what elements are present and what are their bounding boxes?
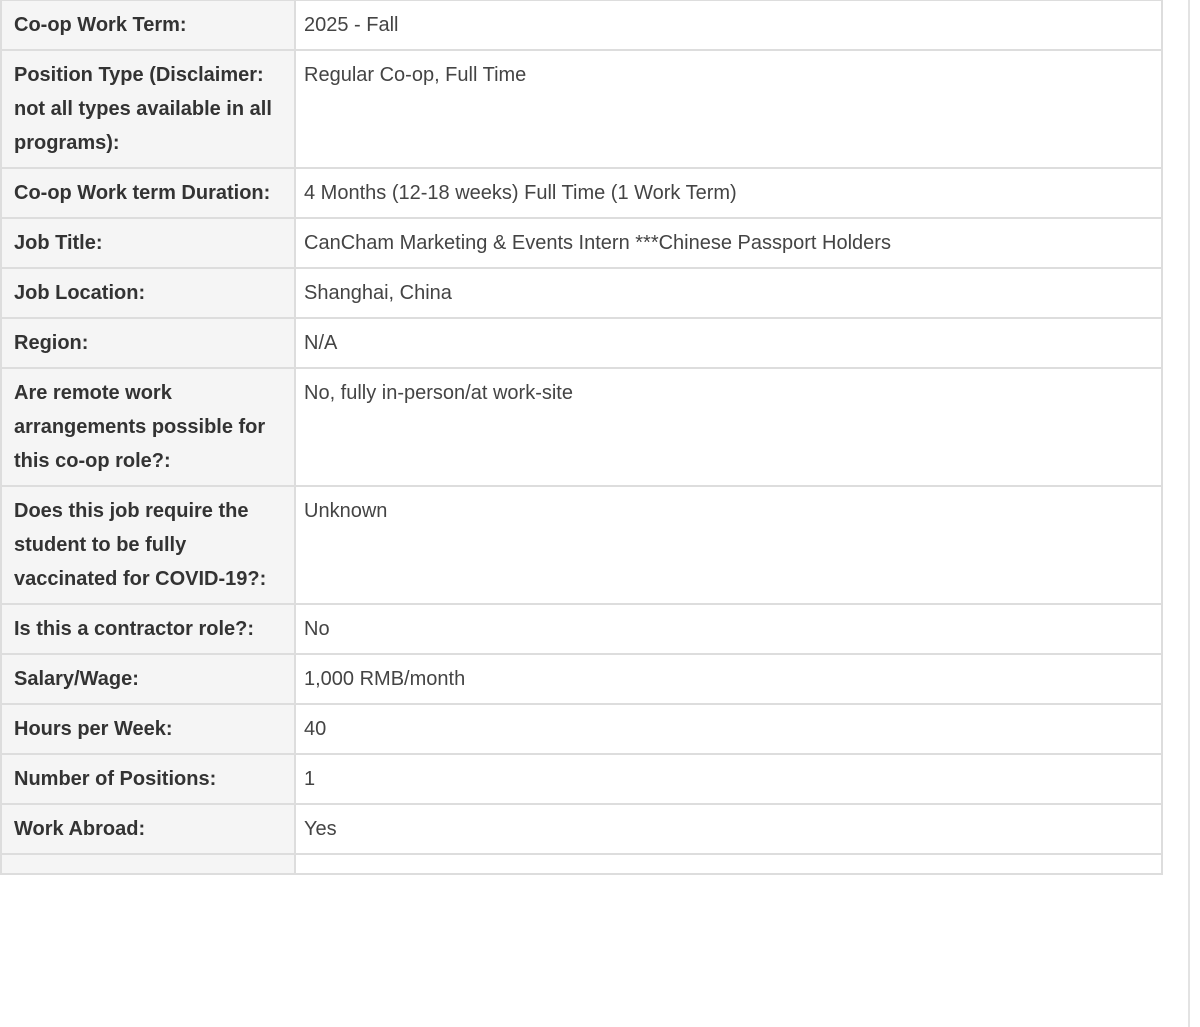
- field-value: Regular Co-op, Full Time: [295, 50, 1162, 168]
- table-row: [1, 50, 1162, 168]
- field-label: Salary/Wage:: [1, 654, 295, 704]
- table-row: [1, 754, 1162, 804]
- table-row: [1, 704, 1162, 754]
- table-row: [1, 486, 1162, 604]
- field-label: Hours per Week:: [1, 704, 295, 754]
- table-row: [1, 168, 1162, 218]
- field-value: No, fully in-person/at work-site: [295, 368, 1162, 486]
- field-label: Is this a contractor role?:: [1, 604, 295, 654]
- field-value: Unknown: [295, 486, 1162, 604]
- field-label: Job Title:: [1, 218, 295, 268]
- table-row: [1, 604, 1162, 654]
- field-value: Yes: [295, 804, 1162, 854]
- table-row: [1, 804, 1162, 854]
- table-row: [1, 268, 1162, 318]
- table-row: [1, 654, 1162, 704]
- field-value: Shanghai, China: [295, 268, 1162, 318]
- field-value: No: [295, 604, 1162, 654]
- field-label-partial: [1, 854, 295, 874]
- field-label: Does this job require the student to be fully vaccinated for COVID-19?:: [1, 486, 295, 604]
- scroll-track-edge: [1188, 0, 1190, 1027]
- table-row: [1, 368, 1162, 486]
- table-row: [1, 318, 1162, 368]
- field-value: CanCham Marketing & Events Intern ***Chinese Passport Holders: [295, 218, 1162, 268]
- field-label: Co-op Work term Duration:: [1, 168, 295, 218]
- field-value: 40: [295, 704, 1162, 754]
- field-label: Co-op Work Term:: [1, 0, 295, 50]
- field-label: Position Type (Disclaimer: not all types available in all programs):: [1, 50, 295, 168]
- field-value-partial: [295, 854, 1162, 874]
- table-row: [1, 218, 1162, 268]
- field-label: Work Abroad:: [1, 804, 295, 854]
- field-value: 1: [295, 754, 1162, 804]
- table-row: [1, 0, 1162, 50]
- field-value: 1,000 RMB/month: [295, 654, 1162, 704]
- field-label: Job Location:: [1, 268, 295, 318]
- field-label: Are remote work arrangements possible for this co-op role?:: [1, 368, 295, 486]
- field-value: 4 Months (12-18 weeks) Full Time (1 Work Term): [295, 168, 1162, 218]
- field-value: 2025 - Fall: [295, 0, 1162, 50]
- table-row-partial: [1, 854, 1162, 874]
- field-label: Region:: [1, 318, 295, 368]
- field-value: N/A: [295, 318, 1162, 368]
- field-label: Number of Positions:: [1, 754, 295, 804]
